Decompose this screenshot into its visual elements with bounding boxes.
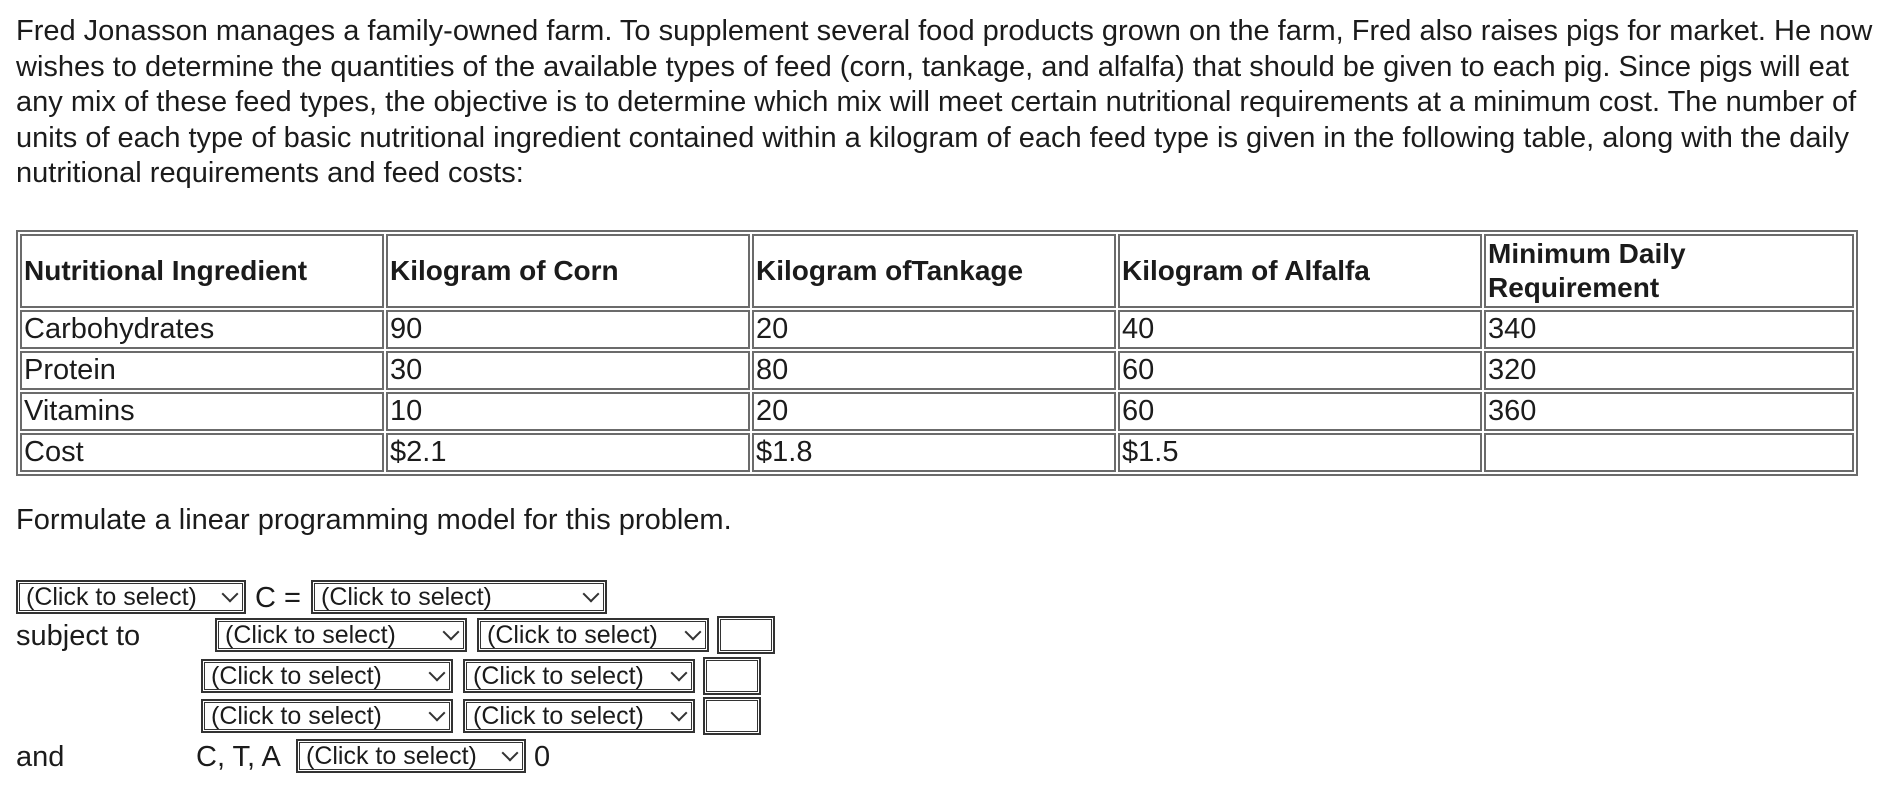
table-cell: Cost (20, 433, 384, 472)
table-cell: 90 (386, 310, 750, 349)
constraint-3-relation-dropdown[interactable] (463, 699, 695, 733)
header-kilogram-of-alfalfa: Kilogram of Alfalfa (1118, 234, 1482, 308)
constraint-1-rhs-input[interactable] (717, 616, 775, 654)
table-cell: 40 (1118, 310, 1482, 349)
dropdown-label: (Click to select) (26, 583, 197, 611)
table-cell: Carbohydrates (20, 310, 384, 349)
chevron-down-icon (671, 665, 688, 682)
header-minimum-daily-requirement: Minimum Daily Requirement (1484, 234, 1854, 308)
header-kilogram-of-corn: Kilogram of Corn (386, 234, 750, 308)
dropdown-label: (Click to select) (473, 702, 644, 730)
constraint-3-rhs-input[interactable] (703, 697, 761, 735)
nutrition-table (16, 230, 1858, 476)
chevron-down-icon (429, 705, 446, 722)
formulate-prompt: Formulate a linear programming model for this problem. (16, 504, 732, 536)
dropdown-label: (Click to select) (306, 742, 477, 770)
chevron-down-icon (685, 624, 702, 641)
table-cell: 60 (1118, 392, 1482, 431)
table-cell: 80 (752, 351, 1116, 390)
table-cell: 320 (1484, 351, 1854, 390)
table-cell: 360 (1484, 392, 1854, 431)
objective-function-dropdown[interactable] (311, 580, 607, 614)
constraint-3-lhs-dropdown[interactable] (201, 699, 453, 733)
dropdown-label: (Click to select) (487, 621, 658, 649)
table-cell: 60 (1118, 351, 1482, 390)
objective-variable-label: C = (255, 582, 301, 614)
chevron-down-icon (429, 665, 446, 682)
dropdown-label: (Click to select) (321, 583, 492, 611)
table-cell (1484, 433, 1854, 472)
dropdown-label: (Click to select) (211, 662, 382, 690)
table-row (20, 392, 1854, 431)
nonnegativity-relation-dropdown[interactable] (296, 739, 526, 773)
table-cell: 20 (752, 310, 1116, 349)
chevron-down-icon (671, 705, 688, 722)
nonnegativity-variables-label: C, T, A (196, 741, 281, 773)
table-cell: 30 (386, 351, 750, 390)
table-cell: 20 (752, 392, 1116, 431)
objective-sense-dropdown[interactable] (16, 580, 246, 614)
constraint-2-rhs-input[interactable] (703, 657, 761, 695)
table-row (20, 351, 1854, 390)
table-row (20, 310, 1854, 349)
table-header-row (20, 234, 1854, 308)
and-label: and (16, 741, 65, 773)
header-kilogram-of-tankage: Kilogram ofTankage (752, 234, 1116, 308)
problem-statement: Fred Jonasson manages a family-owned farm. To supplement several food products grown on the farm, Fred also raises pigs for market. He now wishes to determine the quantities of the available types of feed (corn, tankage, and alfalfa) that should be given to each pig. Since pigs will eat any mix of these feed types, the objective is to determine which mix will meet certain nutritional requirements at a minimum cost. The number of units of each type of basic nutritional ingredient contained within a kilogram of each feed type is given in the following table, along with the daily nutritional requirements and feed costs: (16, 15, 1873, 189)
table-cell: Protein (20, 351, 384, 390)
table-cell: 10 (386, 392, 750, 431)
dropdown-label: (Click to select) (211, 702, 382, 730)
constraint-2-relation-dropdown[interactable] (463, 659, 695, 693)
table-cell: $1.5 (1118, 433, 1482, 472)
table-cell: 340 (1484, 310, 1854, 349)
chevron-down-icon (443, 624, 460, 641)
table-cell: $1.8 (752, 433, 1116, 472)
constraint-2-lhs-dropdown[interactable] (201, 659, 453, 693)
chevron-down-icon (502, 745, 519, 762)
table-cell: Vitamins (20, 392, 384, 431)
dropdown-label: (Click to select) (225, 621, 396, 649)
subject-to-label: subject to (16, 620, 141, 652)
constraint-1-lhs-dropdown[interactable] (215, 618, 467, 652)
constraint-1-relation-dropdown[interactable] (477, 618, 709, 652)
table-row (20, 433, 1854, 472)
nonnegativity-rhs-value: 0 (534, 741, 551, 773)
header-nutritional-ingredient: Nutritional Ingredient (20, 234, 384, 308)
chevron-down-icon (583, 586, 600, 603)
chevron-down-icon (222, 586, 239, 603)
dropdown-label: (Click to select) (473, 662, 644, 690)
table-cell: $2.1 (386, 433, 750, 472)
